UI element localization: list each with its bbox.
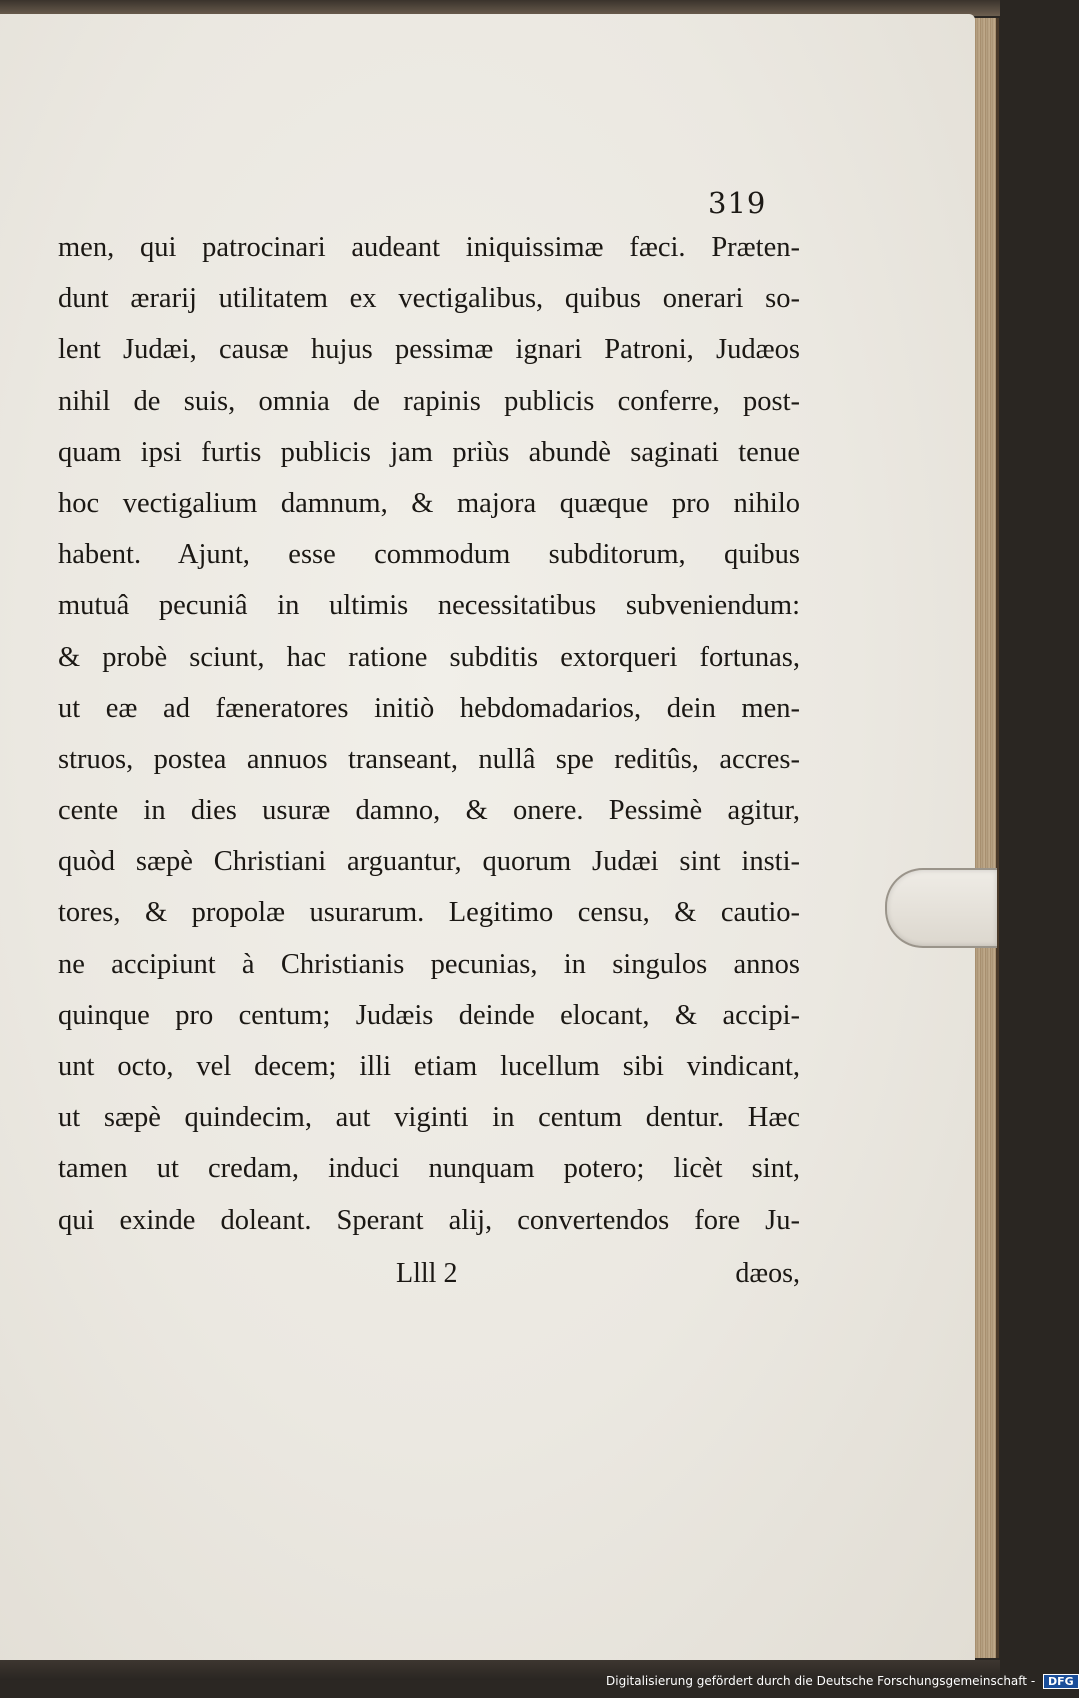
text-line: & probè sciunt, hac ratione subditis extorqueri fortunas, (58, 641, 800, 673)
text-line: tamen ut credam, induci nunquam potero; licèt sint, (58, 1153, 800, 1185)
page-number: 319 (708, 186, 767, 220)
text-line: habent. Ajunt, esse commodum subditorum, quibus (58, 539, 800, 571)
text-line: dunt ærarij utilitatem ex vectigalibus, quibus onerari so- (58, 283, 800, 315)
text-line: cente in dies usuræ damno, & onere. Pessimè agitur, (58, 795, 800, 827)
text-line: quinque pro centum; Judæis deinde elocant, & accipi- (58, 999, 800, 1031)
text-line: struos, postea annuos transeant, nullâ spe reditûs, accres- (58, 743, 800, 775)
bookmark-slip (885, 868, 997, 948)
text-line: tores, & propolæ usurarum. Legitimo censu, & cautio- (58, 897, 800, 929)
text-block (58, 222, 800, 1246)
digitization-credit (606, 1674, 1079, 1689)
text-line: nihil de suis, omnia de rapinis publicis conferre, post- (58, 385, 800, 417)
signature-mark: Llll 2 (396, 1258, 458, 1289)
text-line: hoc vectigalium damnum, & majora quæque pro nihilo (58, 487, 800, 519)
catchword: dæos, (735, 1258, 800, 1289)
text-line: quòd sæpè Christiani arguantur, quorum Judæi sint insti- (58, 846, 800, 878)
credit-text: Digitalisierung gefördert durch die Deutsche Forschungsgemeinschaft - (606, 1674, 1036, 1688)
text-line: qui exinde doleant. Sperant alij, convertendos fore Ju- (58, 1204, 800, 1236)
text-line: quam ipsi furtis publicis jam priùs abundè saginati tenue (58, 436, 800, 468)
page-footer (58, 1258, 800, 1304)
text-line: mutuâ pecuniâ in ultimis necessitatibus subveniendum: (58, 590, 800, 622)
text-line: lent Judæi, causæ hujus pessimæ ignari Patroni, Judæos (58, 334, 800, 366)
text-line: ut eæ ad fæneratores initiò hebdomadarios, dein men- (58, 692, 800, 724)
dfg-logo: DFG (1043, 1674, 1079, 1689)
text-line: ut sæpè quindecim, aut viginti in centum dentur. Hæc (58, 1102, 800, 1134)
text-line: unt octo, vel decem; illi etiam lucellum sibi vindicant, (58, 1051, 800, 1082)
text-line: men, qui patrocinari audeant iniquissimæ fæci. Præten- (58, 232, 800, 263)
text-line: ne accipiunt à Christianis pecunias, in singulos annos (58, 948, 800, 980)
